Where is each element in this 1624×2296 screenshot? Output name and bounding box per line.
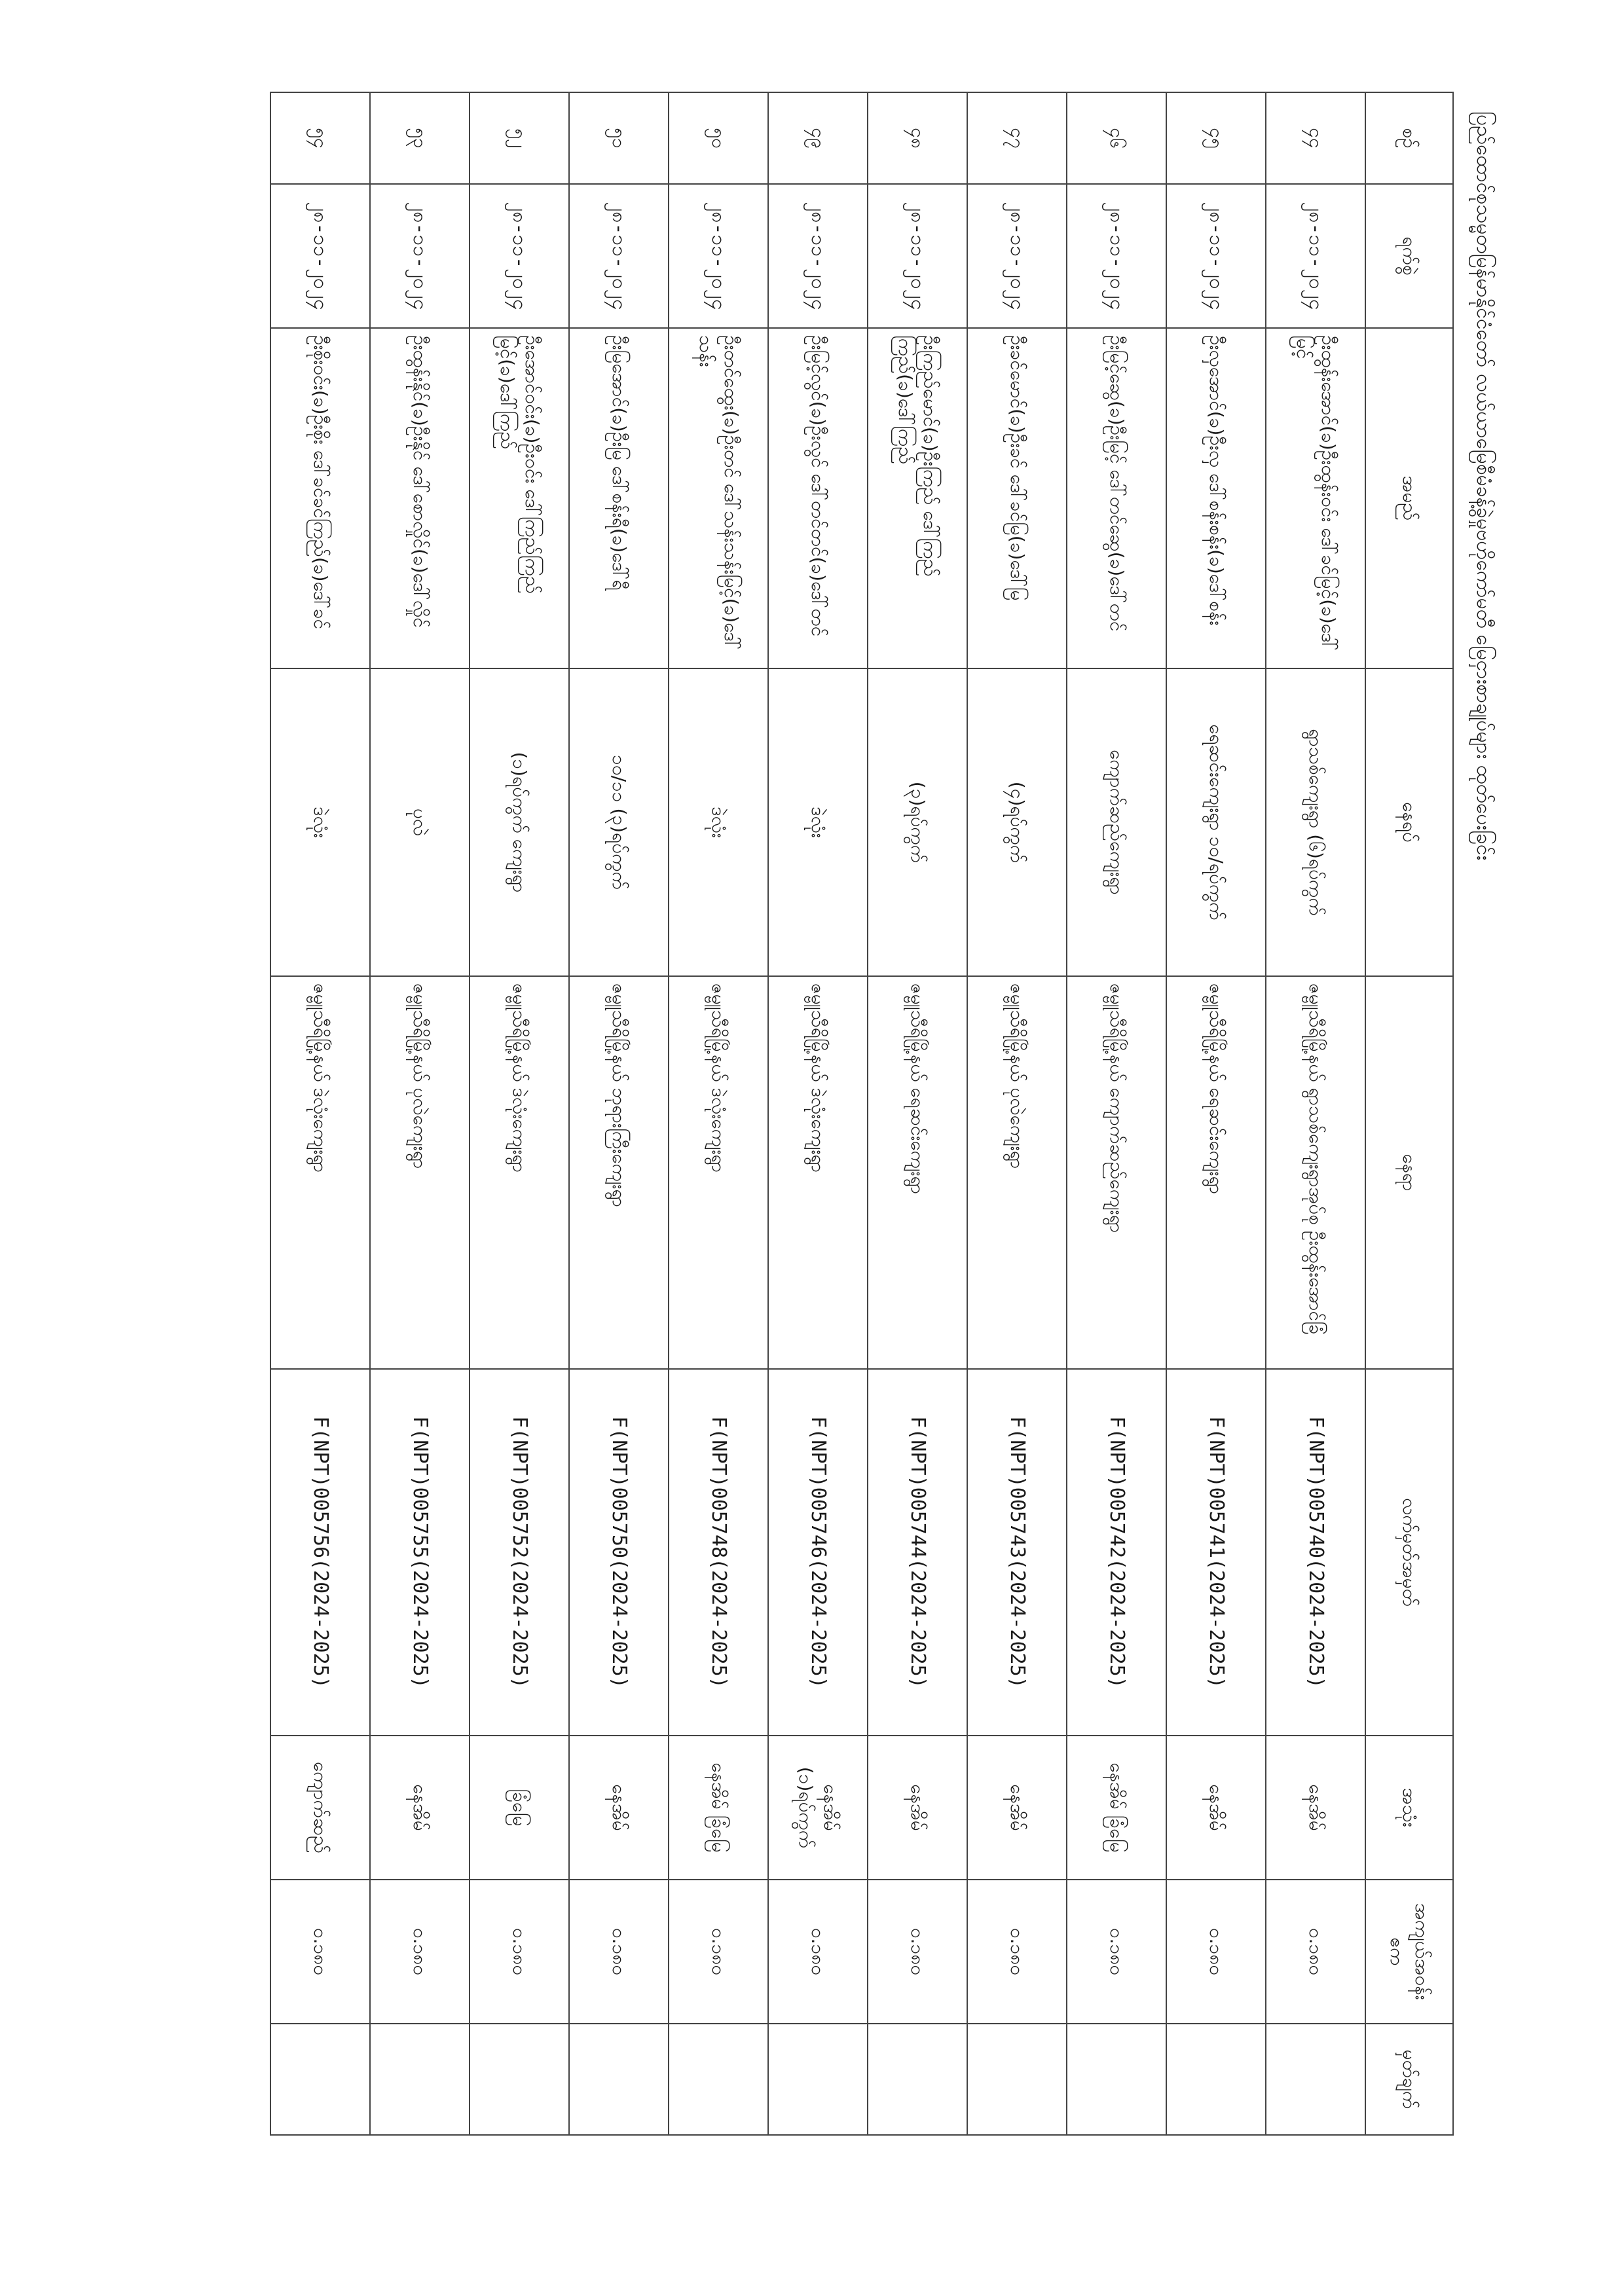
cell-address: ၁၀/၁၁ (၃)ရပ်ကွက် [569,668,669,976]
cell-name: ဦးအောင်ဝင်း(ခ)ဦးဝင်း ဒေါ်ကြည်ကြည်မြင့်(ခ)ဒေါ်ကြည် [470,328,569,668]
cell-remark [669,2024,768,2135]
cell-cert: F(NPT)005743(2024-2025) [967,1369,1067,1736]
cell-no: ၅၀ [669,92,768,184]
cell-no: ၅၄ [270,92,370,184]
cell-date: ၂၈-၁၁-၂၀၂၄ [1067,184,1166,328]
cell-name: ဦးထွန်းအောင်(ခ)ဦးထွန်းဝင်း ဒေါ်ခင်မြင့်(ခ)ဒေါ်မြင့် [1266,328,1365,668]
cell-location: ဇမ္ဗူသီရိမြို့နယ် ဒဲလုံးကျေးရွာ [768,976,868,1369]
cell-no: ၄၇ [967,92,1067,184]
col-header-name: အမည် [1365,328,1453,668]
cell-no: ၅၂ [470,92,569,184]
cell-name: ဦးခင်မောင်(ခ)ဦးခင် ဒေါ်ခင်မြ(ခ)ဒေါ်မြ [967,328,1067,668]
cell-area: ၀.၁၈၀ [370,1880,470,2024]
col-header-date: ရက်စွဲ [1365,184,1453,328]
cell-location: ဇမ္ဗူသီရိမြို့နယ် ရေဆင်းကျေးရွာ [868,976,967,1369]
cell-address: ရွာသစ်ကျေးရွာ (၆)ရပ်ကွက် [1266,668,1365,976]
table-row [569,92,669,2135]
cell-area: ၀.၁၈၀ [768,1880,868,2024]
cell-no: ၅၁ [569,92,669,184]
cell-date: ၂၈-၁၁-၂၀၂၄ [669,184,768,328]
cell-use: နေအိမ် [967,1736,1067,1880]
cell-cert: F(NPT)005746(2024-2025) [768,1369,868,1736]
cell-location: ဇမ္ဗူသီရိမြို့နယ် ကျောက်ဆည်ကျေးရွာ [1067,976,1166,1369]
cell-address: (၁)ရပ်ကွက် ကျေးရွာ [470,668,569,976]
table-row [1166,92,1266,2135]
table-row [1266,92,1365,2135]
cell-cert: F(NPT)005744(2024-2025) [868,1369,967,1736]
cell-name: ဦးစိုးဝင်း(ခ)ဦးစိုး ဒေါ်ခင်ခင်ကြည်(ခ)ဒေါ်ခင် [270,328,370,668]
cell-remark [569,2024,669,2135]
table-row [1067,92,1166,2135]
cell-date: ၂၈-၁၁-၂၀၂၄ [967,184,1067,328]
cell-address: ဒဲလုံး [270,668,370,976]
cell-area: ၀.၁၈၀ [1067,1880,1166,2024]
cell-cert: F(NPT)005748(2024-2025) [669,1369,768,1736]
cell-use: နေအိမ် [868,1736,967,1880]
cell-location: ဇမ္ဗူသီရိမြို့နယ် ဒဲလုံးကျေးရွာ [669,976,768,1369]
cell-location: ဇမ္ဗူသီရိမြို့နယ် ဘုရားကြီးကျေးရွာ [569,976,669,1369]
table-row [768,92,868,2135]
cell-name: ဦးမြင့်လွင်(ခ)ဦးလွင် ဒေါ်တင်တင်(ခ)ဒေါ်တင် [768,328,868,668]
cell-location: ဇမ္ဗူသီရိမြို့နယ် ဒဲလုံးကျေးရွာ [470,976,569,1369]
cell-use: နေအိမ် [370,1736,470,1880]
cell-cert: F(NPT)005741(2024-2025) [1166,1369,1266,1736]
cell-date: ၂၈-၁၁-၂၀၂၄ [569,184,669,328]
cell-no: ၄၅ [1166,92,1266,184]
cell-date: ၂၈-၁၁-၂၀၂၄ [1166,184,1266,328]
cell-location: ဇမ္ဗူသီရိမြို့နယ် ရွာသစ်ကျေးရွာအုပ်စု ဦးထွန်းအောင်ခြံ [1266,976,1365,1369]
col-header-no: စဉ် [1365,92,1453,184]
cell-cert: F(NPT)005740(2024-2025) [1266,1369,1365,1736]
cell-cert: F(NPT)005756(2024-2025) [270,1369,370,1736]
cell-location: ဇမ္ဗူသီရိမြို့နယ် ရေဆင်းကျေးရွာ [1166,976,1266,1369]
cell-name: ဦးလှအောင်(ခ)ဦးလှ ဒေါ်စန်းစန်း(ခ)ဒေါ်စန်း [1166,328,1266,668]
cell-address: ဒဲလုံး [768,668,868,976]
cell-area: ၀.၁၈၀ [967,1880,1067,2024]
cell-area: ၀.၁၈၀ [1266,1880,1365,2024]
cell-cert: F(NPT)005755(2024-2025) [370,1369,470,1736]
col-header-use: အသုံး [1365,1736,1453,1880]
cell-remark [1067,2024,1166,2135]
cell-location: ဇမ္ဗူသီရိမြို့နယ် ပုလဲကျေးရွာ [370,976,470,1369]
cell-use: ခြံမြေ [470,1736,569,1880]
cell-address: ပုလဲ [370,668,470,976]
cell-location: ဇမ္ဗူသီရိမြို့နယ် ပုလဲကျေးရွာ [967,976,1067,1369]
rotated-sheet [111,72,1513,2154]
table-row [967,92,1067,2135]
cell-name: ဦးမြင့်ဆွေ(ခ)ဦးမြင့် ဒေါ်တင်ဆွေ(ခ)ဒေါ်တင် [1067,328,1166,668]
cell-remark [1166,2024,1266,2135]
col-header-address: နေရပ် [1365,668,1453,976]
cell-remark [768,2024,868,2135]
cell-date: ၂၈-၁၁-၂၀၂၄ [768,184,868,328]
cell-no: ၅၃ [370,92,470,184]
cell-use: နေအိမ် (၁)ရပ်ကွက် [768,1736,868,1880]
cell-no: ၄၆ [1067,92,1166,184]
cell-name: ဦးတင်ထွေး(ခ)ဦးတင် ဒေါ်သန်းသန်းမြင့်(ခ)ဒေါ်သန်း [669,328,768,668]
table-body [270,92,1365,2135]
cell-no: ၄၉ [768,92,868,184]
cell-address: (၄)ရပ်ကွက် [967,668,1067,976]
cell-cert: F(NPT)005750(2024-2025) [569,1369,669,1736]
table-row [868,92,967,2135]
cell-no: ၄၈ [868,92,967,184]
cell-remark [1266,2024,1365,2135]
col-header-remark: မှတ်ချက် [1365,2024,1453,2135]
cell-cert: F(NPT)005742(2024-2025) [1067,1369,1166,1736]
cell-location: ဇမ္ဗူသီရိမြို့နယ် ဒဲလုံးကျေးရွာ [270,976,370,1369]
table-row [470,92,569,2135]
cell-remark [868,2024,967,2135]
col-header-location: နေရာ [1365,976,1453,1369]
cell-name: ဦးမြအောင်(ခ)ဦးမြ ဒေါ်စန်းရီ(ခ)ဒေါ်ရီ [569,328,669,668]
col-header-area: အကျယ်အဝန်း ဧက [1365,1880,1453,2024]
cell-area: ၀.၁၈၀ [270,1880,370,2024]
cell-use: နေအိမ် [1166,1736,1266,1880]
cell-use: ကျောက်ဆည် [270,1736,370,1880]
cell-remark [470,2024,569,2135]
cell-name: ဦးထွန်းနိုင်(ခ)ဦးနိုင် ဒေါ်စောလှိုင်(ခ)ဒေါ်လှိုင် [370,328,470,668]
cell-no: ၄၄ [1266,92,1365,184]
cell-address: ကျောက်ဆည်ကျေးရွာ [1067,668,1166,976]
cell-area: ၀.၁၈၀ [1166,1880,1266,2024]
cell-date: ၂၈-၁၁-၂၀၂၄ [868,184,967,328]
table-row [669,92,768,2135]
cell-date: ၂၈-၁၁-၂၀၂၄ [1266,184,1365,328]
cell-use: နေအိမ် ခြံမြေ [669,1736,768,1880]
cell-area: ၀.၁၈၀ [470,1880,569,2024]
cell-area: ၀.၁၈၀ [868,1880,967,2024]
cell-date: ၂၈-၁၁-၂၀၂၄ [270,184,370,328]
table-row [370,92,470,2135]
cell-date: ၂၈-၁၁-၂၀၂၄ [370,184,470,328]
cell-use: နေအိမ် ခြံမြေ [1067,1736,1166,1880]
cell-use: နေအိမ် [569,1736,669,1880]
table-row [270,92,370,2135]
cell-remark [370,2024,470,2135]
cell-remark [270,2024,370,2135]
cell-area: ၀.၁၈၀ [569,1880,669,2024]
col-header-cert: လက်မှတ်အမှတ် [1365,1369,1453,1736]
cell-date: ၂၈-၁၁-၂၀၂၄ [470,184,569,328]
cell-address: ဒဲလုံး [669,668,768,976]
cell-address: (၃)ရပ်ကွက် [868,668,967,976]
cell-area: ၀.၁၈၀ [669,1880,768,2024]
registry-table [270,92,1454,2136]
cell-address: ရေဆင်းကျေးရွာ ၁၀/ရပ်ကွက် [1166,668,1266,976]
cell-name: ဦးကြည်မောင်(ခ)ဦးကြည် ဒေါ်ကြည်ကြည်(ခ)ဒေါ်ကြည် [868,328,967,668]
cell-cert: F(NPT)005752(2024-2025) [470,1369,569,1736]
cell-remark [967,2024,1067,2135]
table-header-row [1365,92,1453,2135]
cell-use: နေအိမ် [1266,1736,1365,1880]
document-caption: ပြည်ထောင်စုသမ္မတမြန်မာနိုင်ငံတော် လယ်ယာမြေစီမံခန့်ခွဲမှုဗဟိုကော်မတီ မြေငှားစာချုပ်များ ထုတ်ပေးခြင်း [1472,111,1495,861]
